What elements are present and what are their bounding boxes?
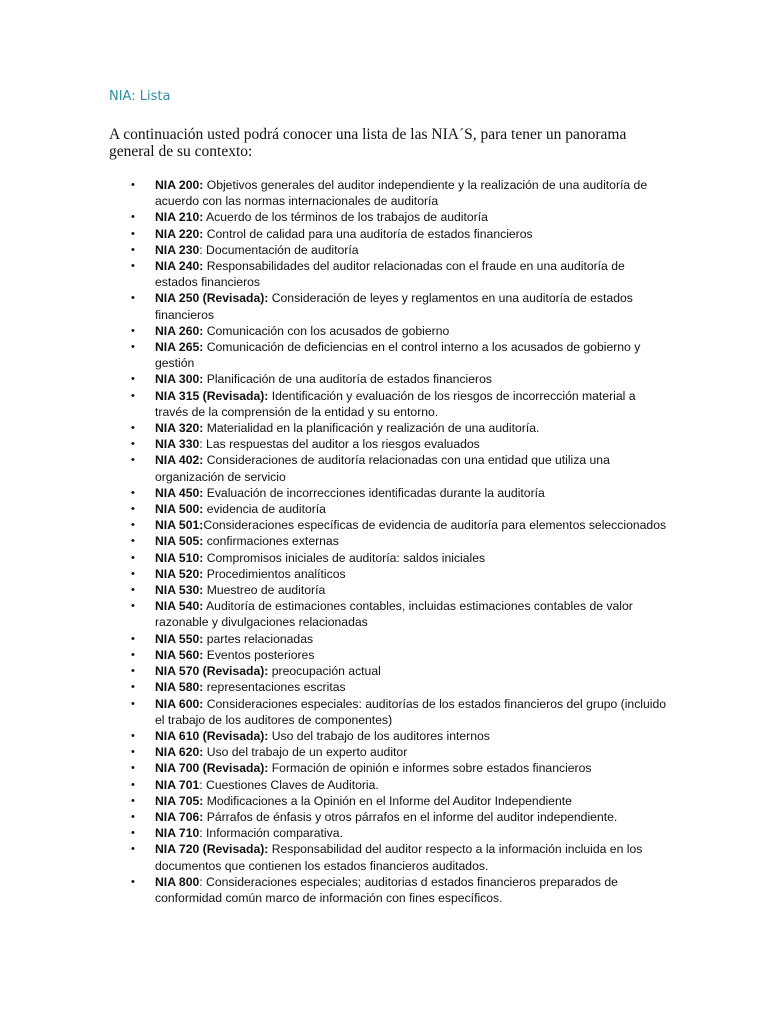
list-item [130, 533, 670, 549]
list-item [130, 809, 670, 825]
nia-description: Control de calidad para una auditoría de estados financieros [203, 226, 533, 241]
nia-code: NIA 240: [155, 259, 204, 274]
list-item [130, 388, 670, 420]
nia-description: Consideración de leyes y reglamentos en una auditoría de estados financieros [155, 291, 633, 322]
list-item [130, 177, 670, 209]
nia-code: NIA 700 (Revisada): [155, 761, 269, 776]
nia-code: NIA 580: [155, 680, 204, 695]
nia-description: : Las respuestas del auditor a los riesgos evaluados [199, 437, 480, 452]
bullet-icon: • [131, 422, 135, 435]
nia-description: Formación de opinión e informes sobre estados financieros [268, 761, 592, 776]
bullet-icon: • [131, 260, 135, 273]
bullet-icon: • [131, 875, 135, 888]
bullet-icon: • [131, 486, 135, 499]
nia-description: Consideraciones especiales: auditorías de los estados financieros del grupo (incluido el trabajo de los auditores de componentes) [155, 696, 667, 727]
bullet-icon: • [131, 632, 135, 645]
nia-description: Modificaciones a la Opinión en el Informe del Auditor Independiente [203, 793, 572, 808]
nia-description: Consideraciones de auditoría relacionadas con una entidad que utiliza una organización de servicio [155, 453, 610, 484]
nia-code: NIA 550: [155, 631, 204, 646]
list-item [130, 825, 670, 841]
nia-description: representaciones escritas [203, 680, 346, 695]
list-item [130, 744, 670, 760]
nia-code: NIA 510: [155, 550, 204, 565]
list-item [130, 598, 670, 630]
nia-description: Comunicación de deficiencias en el control interno a los acusados de gobierno y gestión [155, 340, 641, 371]
bullet-icon: • [131, 438, 135, 451]
list-item [130, 550, 670, 566]
list-item [130, 371, 670, 387]
list-item [130, 728, 670, 744]
nia-code: NIA 800 [155, 874, 200, 889]
list-item [130, 874, 670, 906]
list-item [130, 485, 670, 501]
bullet-icon: • [131, 454, 135, 467]
nia-code: NIA 220: [155, 226, 204, 241]
bullet-icon: • [131, 292, 135, 305]
nia-code: NIA 450: [155, 485, 204, 500]
nia-code: NIA 210: [155, 210, 204, 225]
nia-description: : Información comparativa. [199, 826, 343, 841]
nia-description: Consideraciones específicas de evidencia de auditoría para elementos seleccionados [203, 518, 667, 533]
list-item [130, 841, 670, 873]
list-item [130, 793, 670, 809]
bullet-icon: • [131, 389, 135, 402]
nia-code: NIA 706: [155, 809, 204, 824]
bullet-icon: • [131, 665, 135, 678]
nia-code: NIA 500: [155, 502, 204, 517]
bullet-icon: • [131, 697, 135, 710]
nia-code: NIA 320: [155, 421, 204, 436]
bullet-icon: • [131, 843, 135, 856]
list-item [130, 258, 670, 290]
nia-list [130, 177, 670, 906]
list-item [130, 760, 670, 776]
nia-description: preocupación actual [268, 664, 381, 679]
nia-code: NIA 520: [155, 566, 204, 581]
nia-code: NIA 560: [155, 647, 204, 662]
nia-description: Objetivos generales del auditor independiente y la realización de una auditoría de acuerdo con las normas internacionales de auditoría [155, 178, 648, 209]
list-item [130, 582, 670, 598]
nia-code: NIA 720 (Revisada): [155, 842, 269, 857]
list-item [130, 647, 670, 663]
nia-code: NIA 315 (Revisada): [155, 388, 269, 403]
list-item [130, 696, 670, 728]
nia-description: : Documentación de auditoría [199, 242, 359, 257]
nia-code: NIA 330 [155, 437, 200, 452]
nia-code: NIA 710 [155, 826, 200, 841]
nia-description: : Consideraciones especiales; auditorias d estados financieros preparados de conformidad común marco de información con fines específicos. [155, 874, 618, 905]
nia-code: NIA 705: [155, 793, 204, 808]
bullet-icon: • [131, 746, 135, 759]
bullet-icon: • [131, 567, 135, 580]
nia-code: NIA 250 (Revisada): [155, 291, 269, 306]
nia-code: NIA 701 [155, 777, 200, 792]
list-item [130, 777, 670, 793]
bullet-icon: • [131, 827, 135, 840]
list-item [130, 339, 670, 371]
bullet-icon: • [131, 243, 135, 256]
nia-code: NIA 600: [155, 696, 204, 711]
nia-code: NIA 200: [155, 178, 204, 192]
list-item [130, 323, 670, 339]
nia-code: NIA 570 (Revisada): [155, 664, 269, 679]
nia-description: Eventos posteriores [203, 647, 315, 662]
bullet-icon: • [131, 600, 135, 613]
nia-description: Procedimientos analíticos [203, 566, 346, 581]
nia-description: Responsabilidades del auditor relacionadas con el fraude en una auditoría de estados financieros [155, 259, 625, 290]
nia-description: partes relacionadas [203, 631, 314, 646]
nia-description: Materialidad en la planificación y realización de una auditoría. [203, 421, 540, 436]
bullet-icon: • [131, 503, 135, 516]
bullet-icon: • [131, 535, 135, 548]
nia-description: Comunicación con los acusados de gobierno [203, 323, 450, 338]
nia-description: Uso del trabajo de los auditores internos [268, 728, 490, 743]
bullet-icon: • [131, 227, 135, 240]
list-item [130, 436, 670, 452]
bullet-icon: • [131, 778, 135, 791]
nia-code: NIA 610 (Revisada): [155, 728, 269, 743]
list-item [130, 517, 670, 533]
list-item [130, 226, 670, 242]
list-item [130, 663, 670, 679]
intro-paragraph: A continuación usted podrá conocer una lista de las NIA´S, para tener un panorama general de su contexto: [109, 126, 627, 160]
bullet-icon: • [131, 810, 135, 823]
nia-code: NIA 260: [155, 323, 204, 338]
nia-description: : Cuestiones Claves de Auditoria. [199, 777, 379, 792]
bullet-icon: • [131, 729, 135, 742]
nia-description: Evaluación de incorrecciones identificadas durante la auditoría [203, 485, 545, 500]
nia-description: Auditoría de estimaciones contables, incluidas estimaciones contables de valor razonable y divulgaciones relacionadas [155, 599, 633, 630]
nia-description: confirmaciones externas [203, 534, 339, 549]
nia-description: Responsabilidad del auditor respecto a la información incluida en los documentos que contienen los estados financieros auditados. [155, 842, 643, 873]
bullet-icon: • [131, 551, 135, 564]
bullet-icon: • [131, 341, 135, 354]
bullet-icon: • [131, 762, 135, 775]
nia-code: NIA 402: [155, 453, 204, 468]
bullet-icon: • [131, 794, 135, 807]
list-item [130, 501, 670, 517]
nia-description: Muestreo de auditoría [203, 583, 326, 598]
list-item [130, 242, 670, 258]
nia-description: Párrafos de énfasis y otros párrafos en el informe del auditor independiente. [203, 809, 618, 824]
document-title: NIA: Lista [109, 89, 171, 104]
bullet-icon: • [131, 648, 135, 661]
nia-description: Planificación de una auditoría de estados financieros [203, 372, 492, 387]
list-item [130, 566, 670, 582]
bullet-icon: • [131, 324, 135, 337]
bullet-icon: • [131, 681, 135, 694]
nia-description: Acuerdo de los términos de los trabajos de auditoría [203, 210, 488, 225]
nia-description: Identificación y evaluación de los riesgos de incorrección material a través de la comprensión de la entidad y su entorno. [155, 388, 636, 419]
bullet-icon: • [131, 519, 135, 532]
list-item [130, 452, 670, 484]
bullet-icon: • [131, 584, 135, 597]
nia-code: NIA 540: [155, 599, 204, 614]
bullet-icon: • [131, 211, 135, 224]
nia-code: NIA 530: [155, 583, 204, 598]
bullet-icon: • [131, 373, 135, 386]
bullet-icon: • [131, 179, 135, 191]
list-item [130, 290, 670, 322]
list-item [130, 420, 670, 436]
list-item [130, 679, 670, 695]
nia-code: NIA 620: [155, 745, 204, 760]
nia-description: Uso del trabajo de un experto auditor [203, 745, 408, 760]
list-item [130, 209, 670, 225]
nia-code: NIA 300: [155, 372, 204, 387]
nia-code: NIA 230 [155, 242, 200, 257]
list-item [130, 631, 670, 647]
nia-code: NIA 265: [155, 340, 204, 355]
nia-code: NIA 505: [155, 534, 204, 549]
nia-description: evidencia de auditoría [203, 502, 326, 517]
nia-description: Compromisos iniciales de auditoría: saldos iniciales [203, 550, 486, 565]
nia-code: NIA 501: [155, 518, 204, 533]
